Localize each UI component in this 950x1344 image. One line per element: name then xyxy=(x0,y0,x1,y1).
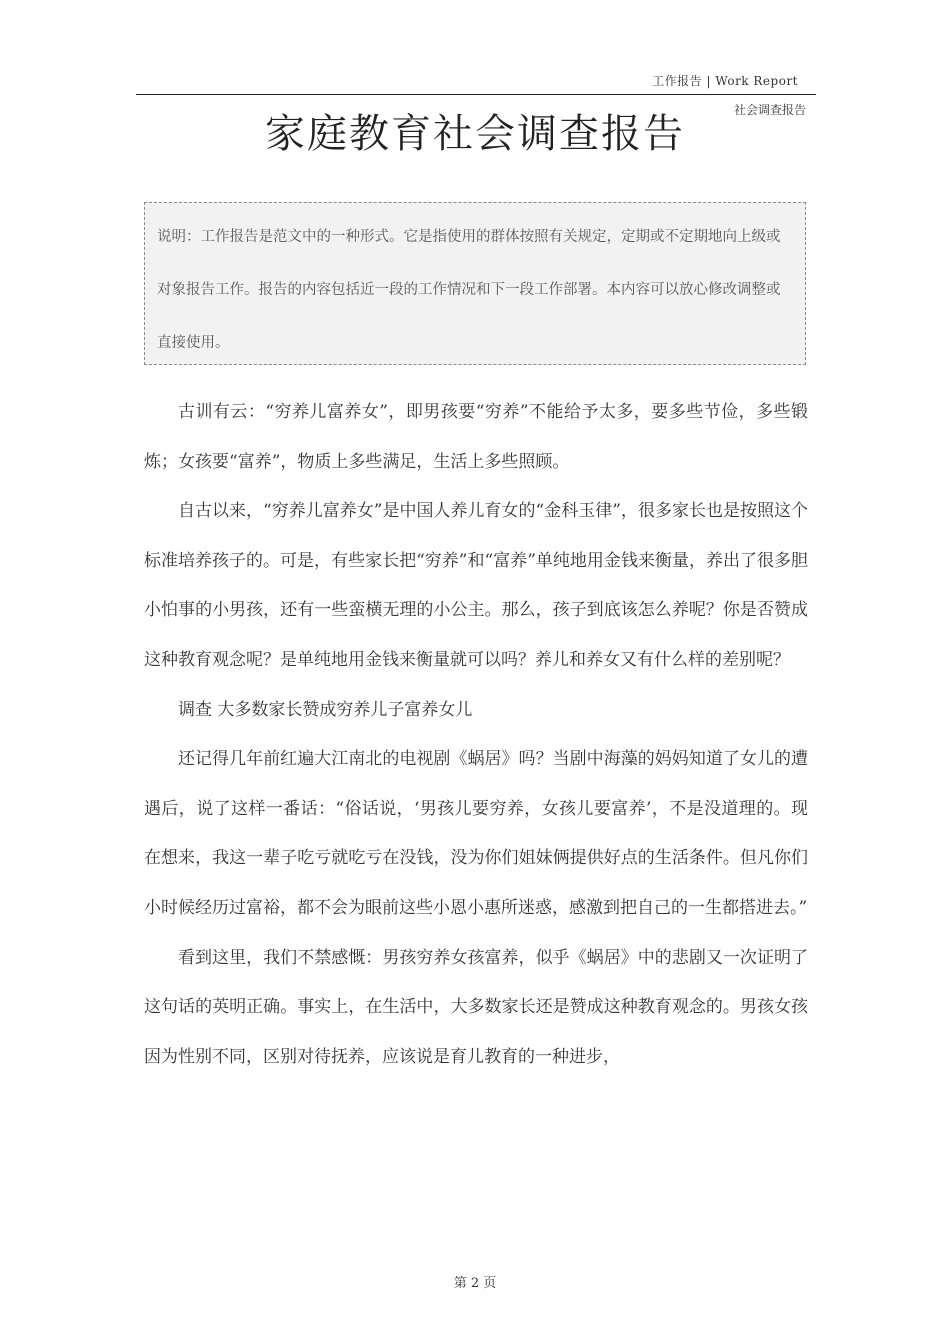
header-category: 社会调查报告 xyxy=(733,103,806,117)
section-heading: 调查 大多数家长赞成穷养儿子富养女儿 xyxy=(178,699,473,720)
paragraph-3: 还记得几年前红遍大江南北的电视剧《蜗居》吗？当剧中海藻的妈妈知道了女儿的遭遇后，说了这样一番话：“俗话说，‘男孩儿要穷养，女孩儿要富养’，不是没道理的。现在想来，我这一辈子吃亏就吃亏在没钱，没为你们姐妹俩提供好点的生活条件。但凡你们小时候经历过富裕，都不会为眼前这些小恩小惠所迷惑，感激到把自己的一生都搭进去。” xyxy=(144,749,808,918)
document-body xyxy=(144,388,808,1082)
page-number: 第 2 页 xyxy=(453,1276,497,1291)
header-label: 工作报告 | Work Report xyxy=(652,74,798,88)
header-divider xyxy=(136,94,816,95)
note-box: 说明：工作报告是范文中的一种形式。它是指使用的群体按照有关规定，定期或不定期地向上级或对象报告工作。报告的内容包括近一段的工作情况和下一段工作部署。本内容可以放心修改调整或直接使用。 xyxy=(144,202,806,365)
paragraph-2: 自古以来，“穷养儿富养女”是中国人养儿育女的“金科玉律”，很多家长也是按照这个标准培养孩子的。可是，有些家长把“穷养”和“富养”单纯地用金钱来衡量，养出了很多胆小怕事的小男孩，还有一些蛮横无理的小公主。那么，孩子到底该怎么养呢？你是否赞成这种教育观念呢？是单纯地用金钱来衡量就可以吗？养儿和养女又有什么样的差别呢？ xyxy=(144,501,808,670)
paragraph-1: 古训有云：“穷养儿富养女”，即男孩要“穷养”不能给予太多，要多些节俭，多些锻炼；女孩要“富养”，物质上多些满足，生活上多些照顾。 xyxy=(144,402,808,472)
paragraph-4: 看到这里，我们不禁感慨：男孩穷养女孩富养，似乎《蜗居》中的悲剧又一次证明了这句话的英明正确。事实上，在生活中，大多数家长还是赞成这种教育观念的。男孩女孩因为性别不同，区别对待抚养，应该说是育儿教育的一种进步， xyxy=(144,947,808,1067)
page-title: 家庭教育社会调查报告 xyxy=(265,111,685,157)
